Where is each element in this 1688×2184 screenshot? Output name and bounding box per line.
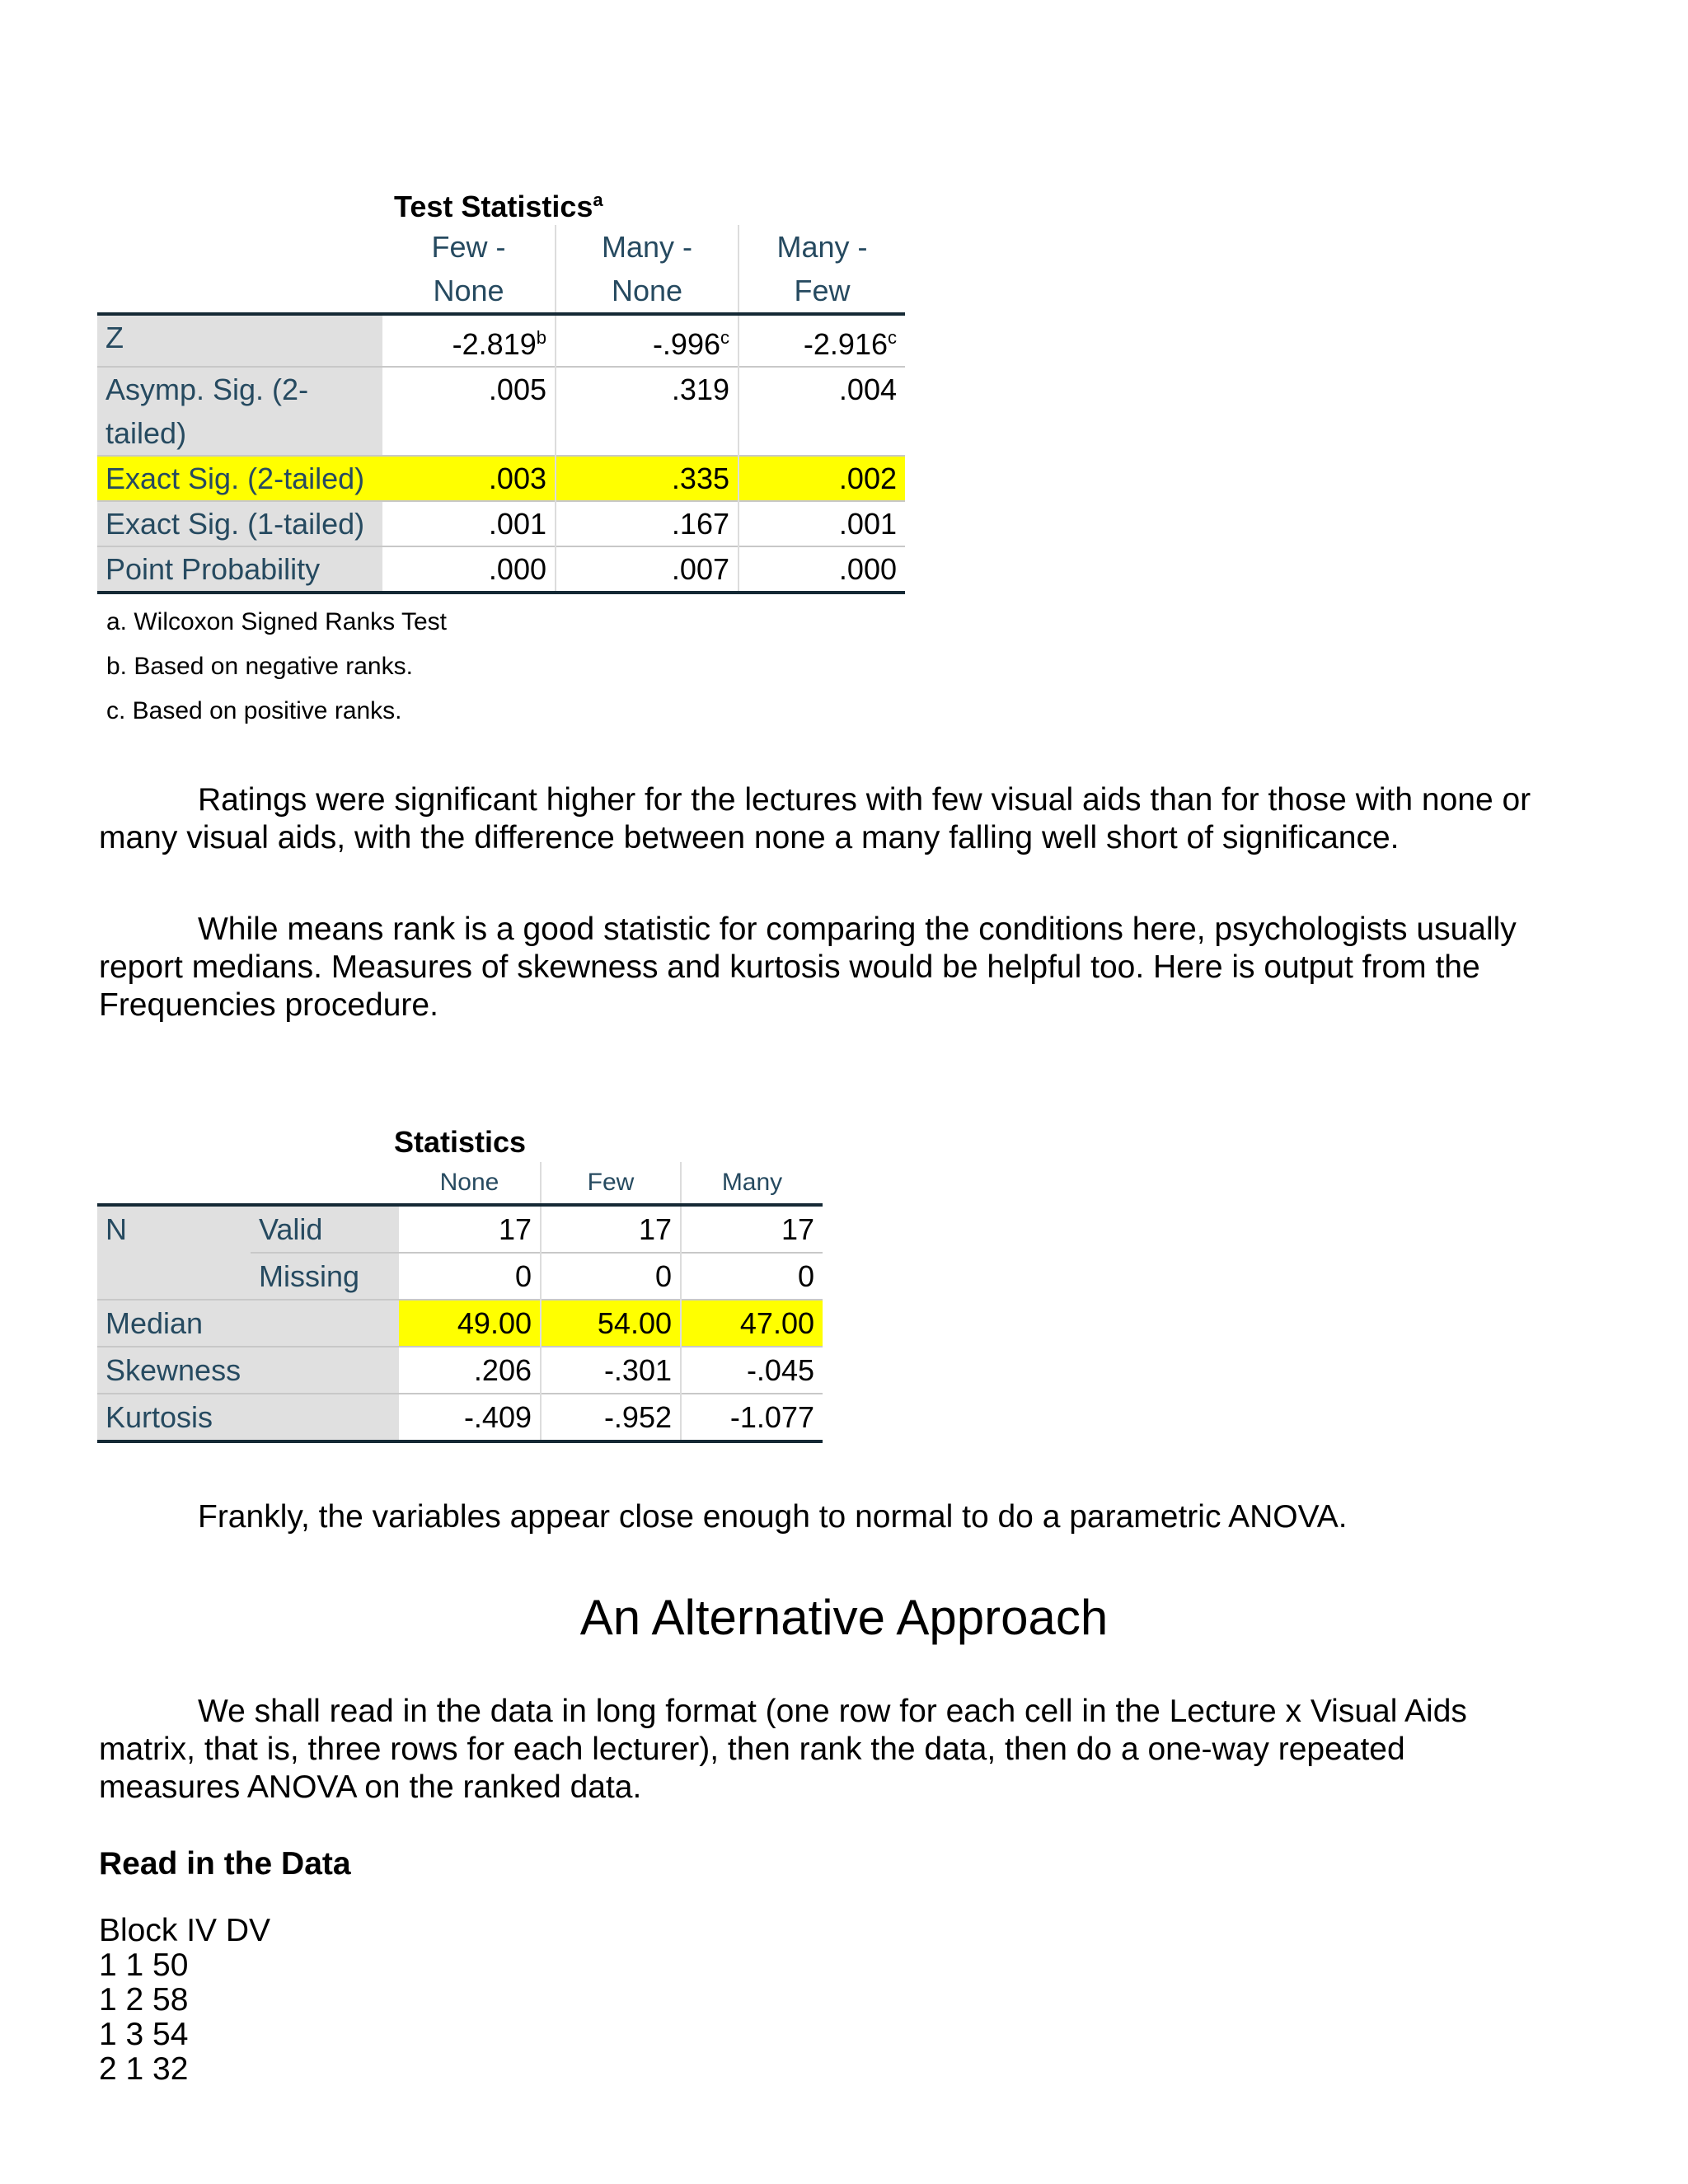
row-label: Z	[97, 314, 382, 367]
table-cell: .004	[738, 367, 905, 456]
table-cell: -.952	[541, 1394, 681, 1441]
row-label-line: tailed)	[106, 416, 187, 450]
table-row	[97, 314, 905, 367]
row-label: Point Probability	[97, 546, 382, 593]
row-label-valid: Valid	[251, 1205, 399, 1253]
row-label	[97, 367, 382, 456]
test-statistics-title	[394, 190, 603, 224]
paragraph-2-line-2: report medians. Measures of skewness and kurtosis would be helpful too. Here is output from the	[99, 949, 1480, 985]
col-header-3	[738, 225, 905, 314]
paragraph-3: Frankly, the variables appear close enough to normal to do a parametric ANOVA.	[198, 1499, 1348, 1535]
test-statistics-title-text: Test Statistics	[394, 190, 593, 223]
table-cell: .001	[382, 501, 556, 546]
table-row	[97, 367, 905, 456]
table-cell: .005	[382, 367, 556, 456]
row-label: Exact Sig. (1-tailed)	[97, 501, 382, 546]
col-header-2	[556, 225, 738, 314]
col-header-1	[382, 225, 556, 314]
table-cell-highlighted: 49.00	[399, 1300, 541, 1347]
table-cell-highlighted: 47.00	[681, 1300, 823, 1347]
header-row	[97, 225, 905, 314]
row-label-skewness: Skewness	[97, 1347, 399, 1394]
cell-value: -2.916	[803, 327, 888, 361]
data-line: 1 2 58	[99, 1982, 189, 2018]
table-cell: .319	[556, 367, 738, 456]
title-superscript: a	[593, 190, 603, 210]
table-cell: -.301	[541, 1347, 681, 1394]
data-line: 1 3 54	[99, 2017, 189, 2052]
paragraph-1-line-2: many visual aids, with the difference between none a many falling well short of significance.	[99, 820, 1400, 855]
cell-superscript: c	[888, 327, 897, 348]
table-cell: .007	[556, 546, 738, 593]
table-cell: .335	[556, 456, 738, 501]
table-cell: 0	[399, 1253, 541, 1300]
col-header-line: Many -	[601, 230, 693, 264]
table-cell: -1.077	[681, 1394, 823, 1441]
statistics-table	[97, 1162, 823, 1443]
row-label-line: Asymp. Sig. (2-	[106, 373, 309, 406]
table-cell: 17	[541, 1205, 681, 1253]
cell-value: -2.819	[452, 327, 537, 361]
table-row	[97, 1205, 823, 1253]
col-header-none: None	[399, 1162, 541, 1205]
col-header-many: Many	[681, 1162, 823, 1205]
paragraph-2-line-1: While means rank is a good statistic for comparing the conditions here, psychologists usually	[198, 912, 1517, 947]
paragraph-1-line-1: Ratings were significant higher for the lectures with few visual aids than for those with none or	[198, 782, 1531, 818]
table-cell: 17	[681, 1205, 823, 1253]
table-cell: 0	[681, 1253, 823, 1300]
row-label: Exact Sig. (2-tailed)	[97, 456, 382, 501]
table-row	[97, 1394, 823, 1441]
table-cell	[382, 314, 556, 367]
table-row	[97, 1300, 823, 1347]
test-statistics-table	[97, 225, 905, 594]
col-header-few: Few	[541, 1162, 681, 1205]
col-header-line: Few	[794, 274, 851, 307]
table-cell-highlighted: 54.00	[541, 1300, 681, 1347]
footnote-b: b. Based on negative ranks.	[106, 653, 413, 680]
table-cell	[556, 314, 738, 367]
table-cell: .003	[382, 456, 556, 501]
paragraph-2-line-3: Frequencies procedure.	[99, 987, 438, 1023]
table-row	[97, 501, 905, 546]
col-header-line: None	[433, 274, 504, 307]
table-cell	[738, 314, 905, 367]
cell-superscript: b	[536, 327, 546, 348]
table-row	[97, 546, 905, 593]
paragraph-4-line-1: We shall read in the data in long format (one row for each cell in the Lecture x Visual Aids	[198, 1694, 1467, 1729]
cell-superscript: c	[720, 327, 729, 348]
subheading: Read in the Data	[99, 1846, 351, 1882]
table-cell: .000	[738, 546, 905, 593]
statistics-title: Statistics	[394, 1125, 527, 1159]
cell-value: -.996	[652, 327, 720, 361]
row-label-missing: Missing	[251, 1253, 399, 1300]
table-cell: -.045	[681, 1347, 823, 1394]
section-heading: An Alternative Approach	[579, 1590, 1109, 1645]
footnote-a: a. Wilcoxon Signed Ranks Test	[106, 608, 447, 635]
table-row-highlighted	[97, 456, 905, 501]
table-cell: -.409	[399, 1394, 541, 1441]
table-cell: .001	[738, 501, 905, 546]
col-header-line: Few -	[431, 230, 506, 264]
row-label-kurtosis: Kurtosis	[97, 1394, 399, 1441]
col-header-line: None	[611, 274, 683, 307]
paragraph-4-line-3: measures ANOVA on the ranked data.	[99, 1769, 642, 1805]
table-row	[97, 1347, 823, 1394]
footnote-c: c. Based on positive ranks.	[106, 697, 402, 724]
paragraph-4-line-2: matrix, that is, three rows for each lecturer), then rank the data, then do a one-way repeated	[99, 1732, 1405, 1767]
row-label-median: Median	[97, 1300, 399, 1347]
table-cell: .000	[382, 546, 556, 593]
table-cell: .206	[399, 1347, 541, 1394]
data-line: Block IV DV	[99, 1913, 271, 1948]
col-header-line: Many -	[776, 230, 868, 264]
table-cell: 0	[541, 1253, 681, 1300]
table-cell: 17	[399, 1205, 541, 1253]
header-row	[97, 1162, 823, 1205]
table-cell: .167	[556, 501, 738, 546]
data-line: 1 1 50	[99, 1947, 189, 1983]
table-cell: .002	[738, 456, 905, 501]
row-label-n: N	[97, 1205, 251, 1300]
data-line: 2 1 32	[99, 2051, 189, 2087]
